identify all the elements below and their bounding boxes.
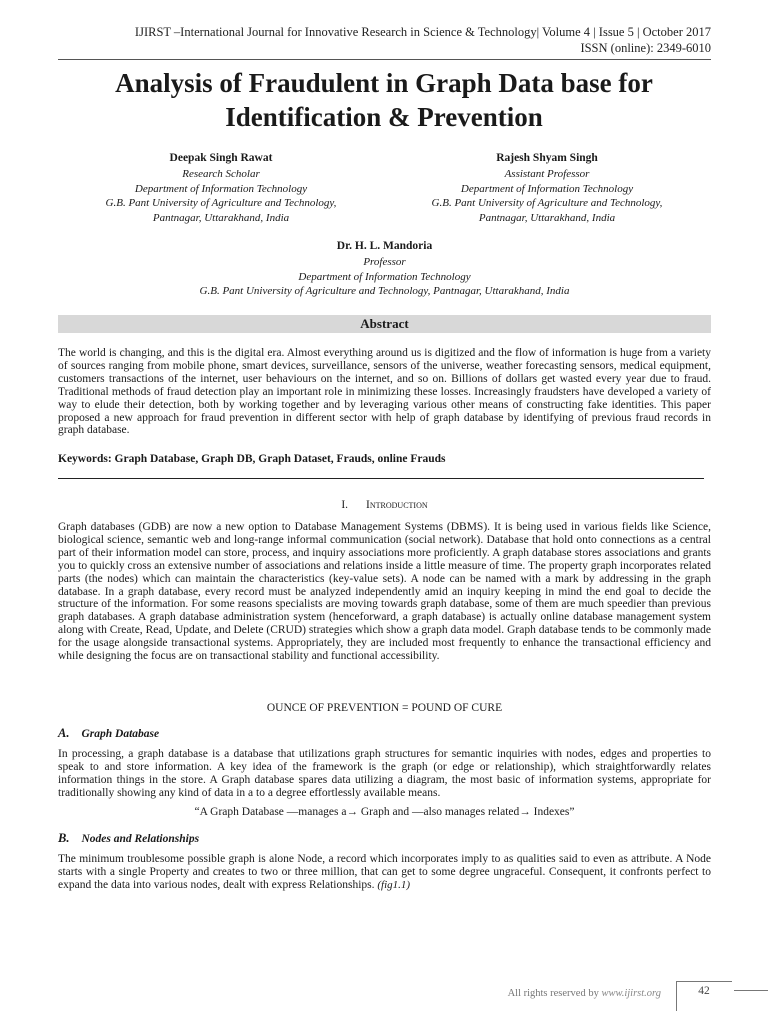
subsection-heading-graph-database bbox=[58, 726, 711, 741]
author-university: G.B. Pant University of Agriculture and Technology, bbox=[105, 197, 337, 209]
header-divider bbox=[58, 59, 711, 60]
section-number: I. bbox=[341, 499, 349, 511]
author-department: Department of Information Technology bbox=[134, 182, 308, 195]
page-number-box bbox=[676, 981, 734, 1011]
subsection-letter: A. bbox=[58, 726, 70, 740]
author-location: Pantnagar, Uttarakhand, India bbox=[478, 211, 616, 224]
journal-header bbox=[135, 24, 711, 56]
subsection-letter: B. bbox=[58, 831, 70, 845]
footer-rights bbox=[508, 988, 661, 999]
footer-divider bbox=[734, 990, 768, 991]
author-department: Department of Information Technology bbox=[460, 182, 634, 195]
abstract-divider bbox=[58, 478, 704, 479]
abstract-heading: Abstract bbox=[58, 315, 711, 333]
rights-text: All rights reserved by bbox=[507, 988, 599, 999]
title-line-1: Analysis of Fraudulent in Graph Data base for bbox=[115, 68, 653, 98]
figure-reference: (fig1.1) bbox=[377, 878, 411, 891]
graph-database-quote: “A Graph Database —manages a→ Graph and —also manages related→ Indexes” bbox=[194, 806, 575, 818]
nodes-relationships-body: The minimum troublesome possible graph is alone Node, a record which incorporates imply to as qualities said to even as attribute. A Node starts with a single Property and creates to two or three million, that can get to some degree ungraceful. Consequent, it confronts perfect to expand the data into various nodes, dealt with express Relationships. bbox=[58, 853, 711, 891]
prevention-motto: OUNCE OF PREVENTION = POUND OF CURE bbox=[266, 702, 503, 714]
subsection-title: Graph Database bbox=[81, 728, 160, 740]
page-number: 42 bbox=[698, 985, 710, 997]
website-link[interactable]: www.ijirst.org bbox=[601, 988, 661, 999]
issn-line: ISSN (online): 2349-6010 bbox=[580, 41, 711, 55]
author-name: Deepak Singh Rawat bbox=[169, 152, 273, 164]
author-university: G.B. Pant University of Agriculture and Technology, Pantnagar, Uttarakhand, India bbox=[199, 285, 570, 297]
author-block-1 bbox=[58, 150, 384, 225]
title-line-2: Identification & Prevention bbox=[225, 102, 543, 132]
nodes-relationships-text bbox=[58, 853, 711, 892]
subsection-title: Nodes and Relationships bbox=[81, 833, 200, 845]
author-university: G.B. Pant University of Agriculture and Technology, bbox=[431, 197, 663, 209]
keywords-line: Keywords: Graph Database, Graph DB, Graph Dataset, Frauds, online Frauds bbox=[58, 453, 446, 465]
author-location: Pantnagar, Uttarakhand, India bbox=[152, 211, 290, 224]
abstract-text: The world is changing, and this is the digital era. Almost everything around us is digitized and the flow of information is huge from a variety of sources ranging from mobile phone, smart devices, surveillance, sensors of the universe, weather forecasting sensors, medical equipment, customers transactions of the internet, user behaviours on the internet, and so on. Billions of dollars get wasted every year due to fraud. Traditional methods of fraud detection play an important role in minimizing these losses. Increasingly fraudsters have developed a variety of way to elude their detection, both by working together and by leveraging various other means of constructing fake identities. This paper proposed a new approach for fraud prevention in different sector with help of graph database by identifying of previous fraud records in graph database. bbox=[58, 347, 711, 437]
section-title: Introduction bbox=[366, 499, 428, 511]
author-role: Professor bbox=[363, 256, 406, 268]
graph-database-text: In processing, a graph database is a database that utilizations graph structures for semantic inquiries with nodes, edges and properties to speak to and store information. A key idea of the framework is the graph (or edge or relationship), which straightforwardly relates information things in the store. A Graph database spares data utilizing a diagram, the most basic of information systems, appropriate for traditionally showing any kind of data in a to a degree effortlessly available means. bbox=[58, 748, 711, 799]
author-block-3 bbox=[58, 238, 711, 299]
author-role: Research Scholar bbox=[182, 168, 260, 180]
journal-info-line: IJIRST –International Journal for Innovative Research in Science & Technology| Volume 4 | Issue 5 | October 2017 bbox=[134, 25, 711, 39]
subsection-heading-nodes-relationships bbox=[58, 831, 711, 846]
introduction-text: Graph databases (GDB) are now a new option to Database Management Systems (DBMS). It is being used in various fields like Science, biological science, semantic web and long-range informal communication (social network). Database that hold onto connections as a central part of their information model can store, process, and inquiry associations more proficiently. A graph database stores associations and grants you to quickly cross an extensive number of associations and relations inside a little measure of time. The property graph incorporates related parts (the nodes) which can maintain the characteristics (key-value sets). A node can be named with a mark by addressing in the graph database. In a graph database, every record must be analyzed independently amid an inquiry keeping in mind the end goal to decide the structure of the information. For some reasons specialists are moving towards graph database, some of them are much speedier than previous graph databases. A graph database administration system (henceforward, a graph database) is actually online database management system along with Create, Read, Update, and Delete (CRUD) strategies which show a graph data model. Graph database tends to be commonly made for the usage alongside transactional systems. Appropriately, they are included most frequently to enhance the transactional efficiency and while designing the focus are on transactional stability and functional accessibility. bbox=[58, 521, 711, 663]
author-role: Assistant Professor bbox=[504, 168, 590, 180]
page-box-top-border bbox=[676, 981, 732, 982]
section-heading-introduction bbox=[58, 498, 711, 512]
author-name: Rajesh Shyam Singh bbox=[496, 152, 598, 164]
author-name: Dr. H. L. Mandoria bbox=[336, 240, 433, 252]
author-block-2 bbox=[384, 150, 710, 225]
paper-title bbox=[40, 66, 728, 134]
author-department: Department of Information Technology bbox=[298, 270, 471, 283]
